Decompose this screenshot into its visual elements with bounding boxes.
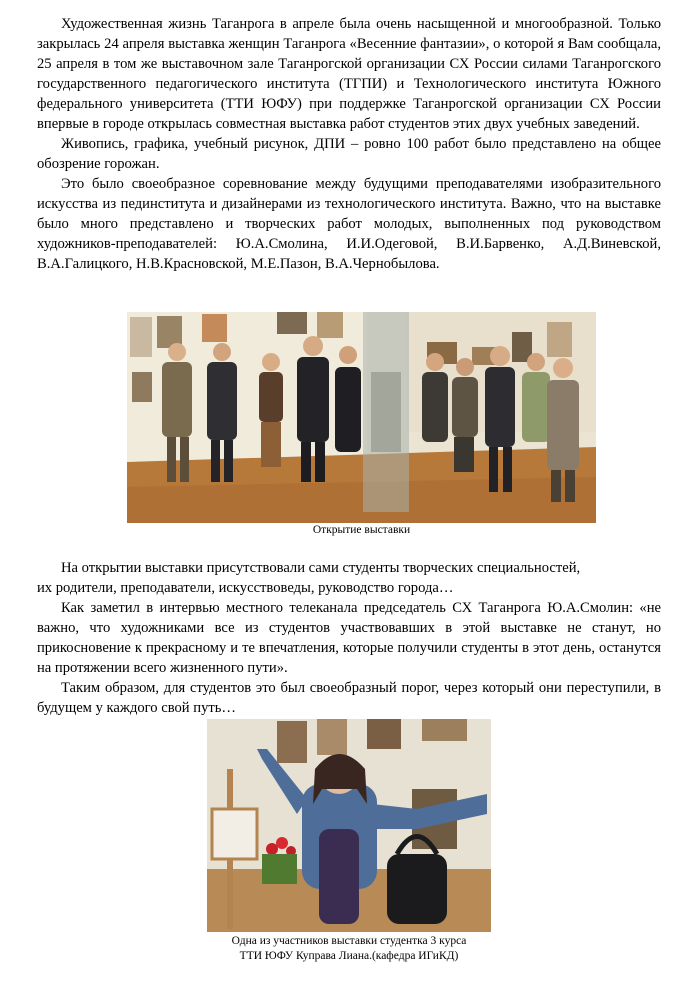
paragraph-2: Живопись, графика, учебный рисунок, ДПИ – ровно 100 работ было представлено на общее обозрение горожан.: [37, 136, 661, 172]
article-intro: [37, 14, 661, 274]
photo2-caption-line-2: ТТИ ЮФУ Куправа Лиана.(кафедра ИГиКД): [239, 950, 459, 962]
photo1-caption: Открытие выставки: [312, 524, 411, 536]
article-middle: [37, 558, 661, 718]
paragraph-1: Художественная жизнь Таганрога в апреле была очень насыщенной и многообразной. Только закрылась 24 апреля выставка женщин Таганрога «Весенние фантазии», о которой я Вам сообщала, 25 апреля в том же выставочном зале Таганрогской организации СХ России силами Таганрогского государственного педагогического института (ТГПИ) и Технологического института Южного федерального университета (ТТИ ЮФУ) при поддержке Таганрогской организации СХ России впервые в городе открылась совместная выставка работ студентов этих двух учебных заведений.: [37, 16, 661, 132]
photo2-caption: [187, 934, 511, 964]
paragraph-4-line-1: На открытии выставки присутствовали сами студенты творческих специальностей,: [61, 560, 581, 576]
photo2-caption-line-1: Одна из участников выставки студентка 3 курса: [231, 935, 467, 947]
student-photo: [207, 719, 491, 932]
paragraph-3: Это было своеобразное соревнование между будущими преподавателями изобразительного искусства из пединститута и дизайнерами из технологического института. Важно, что на выставке было много представлено и творческих работ молодых, выполненных под руководством художников-преподавателей: Ю.А.Смолина, И.И.Одеговой, В.И.Барвенко, А.Д.Виневской, В.А.Галицкого, Н.В.Красновской, М.Е.Пазон, В.А.Чернобылова.: [37, 176, 661, 272]
exhibition-opening-photo: [127, 312, 596, 523]
paragraph-6: Таким образом, для студентов это был своеобразный порог, через который они переступили, в будущем у каждого свой путь…: [37, 680, 661, 716]
paragraph-5: Как заметил в интервью местного телеканала председатель СХ Таганрога Ю.А.Смолин: «не важно, что художниками все из студентов участвовавших в этой выставке не станут, но прикосновение к прекрасному и те впечатления, которые получили студенты в этот день, останутся на протяжении всего жизненного пути».: [37, 600, 661, 676]
paragraph-4-line-2: их родители, преподаватели, искусствоведы, руководство города…: [37, 580, 454, 596]
